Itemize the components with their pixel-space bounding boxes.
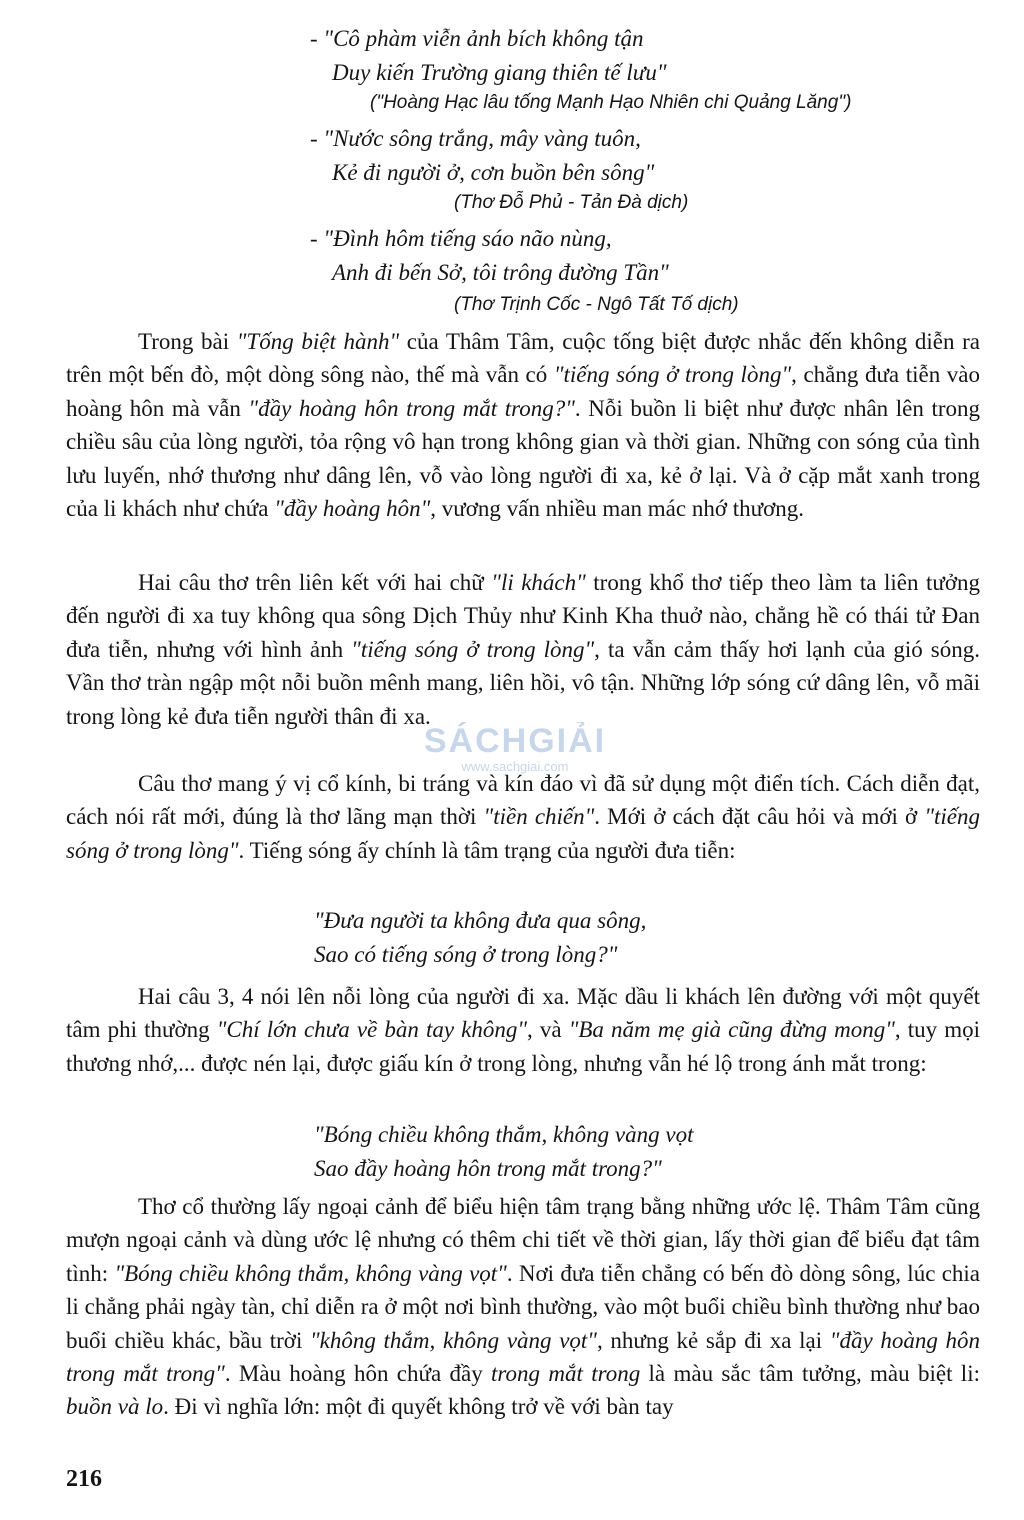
quote-1-line-1: - "Cô phàm viễn ảnh bích không tận xyxy=(310,26,644,51)
watermark-logo: SÁCHGIẢI xyxy=(423,722,607,760)
quote-2-line-2: Kẻ đi người ở, cơn buồn bên sông" xyxy=(332,160,655,185)
verse-1-line-1: "Đưa người ta không đưa qua sông, xyxy=(314,908,647,933)
quote-1-line-2: Duy kiến Trường giang thiên tế lưu" xyxy=(332,60,667,85)
quote-1-citation: ("Hoàng Hạc lâu tống Mạnh Hạo Nhiên chi Quảng Lăng") xyxy=(370,92,852,113)
paragraph-2: Hai câu thơ trên liên kết với hai chữ "li khách" trong khổ thơ tiếp theo làm ta liên tưởng đến người đi xa tuy không qua sông Dịch Thủy như Kinh Kha thuở nào, chẳng hề có thái tử Đan đưa tiễn, nhưng với hình ảnh "tiếng sóng ở trong lòng", ta vẫn cảm thấy hơi lạnh của gió sóng. Vần thơ tràn ngập một nỗi buồn mênh mang, liên hồi, vô tận. Những lớp sóng cứ dâng lên, vỗ mãi trong lòng kẻ đưa tiễn người thân đi xa. xyxy=(66,570,980,729)
paragraph-3: Câu thơ mang ý vị cổ kính, bi tráng và kín đáo vì đã sử dụng một điển tích. Cách diễn đạt, cách nói rất mới, đúng là thơ lãng mạn thời "tiền chiến". Mới ở cách đặt câu hỏi và mới ở "tiếng sóng ở trong lòng". Tiếng sóng ấy chính là tâm trạng của người đưa tiễn: xyxy=(66,771,980,863)
paragraph-1: Trong bài "Tống biệt hành" của Thâm Tâm, cuộc tống biệt được nhắc đến không diễn ra trên một bến đò, một dòng sông nào, thế mà vẫn có "tiếng sóng ở trong lòng", chẳng đưa tiễn vào hoàng hôn mà vẫn "đầy hoàng hôn trong mắt trong?". Nỗi buồn li biệt như được nhân lên trong chiều sâu của lòng người, tỏa rộng vô hạn trong không gian và thời gian. Những con sóng của tình lưu luyến, nhớ thương như dâng lên, vỗ vào lòng người đi xa, kẻ ở lại. Và ở cặp mắt xanh trong của li khách như chứa "đầy hoàng hôn", vương vấn nhiều man mác nhớ thương. xyxy=(66,329,981,522)
paragraph-5: Thơ cổ thường lấy ngoại cảnh để biểu hiện tâm trạng bằng những ước lệ. Thâm Tâm cũng mượn ngoại cảnh và dùng ước lệ nhưng có thêm chi tiết về thời gian, lấy thời gian để biểu đạt tâm tình: "Bóng chiều không thắm, không vàng vọt". Nơi đưa tiễn chẳng có bến đò dòng sông, lúc chia li chẳng phải ngày tàn, chỉ diễn ra ở một nơi bình thường, vào một buổi chiều bình thường như bao buổi chiều khác, bầu trời "không thắm, không vàng vọt", nhưng kẻ sắp đi xa lại "đầy hoàng hôn trong mắt trong". Màu hoàng hôn chứa đầy trong mắt trong là màu sắc tâm tưởng, màu biệt li: buồn và lo. Đi vì nghĩa lớn: một đi quyết không trở về với bàn tay xyxy=(66,1194,981,1420)
quote-3-citation: (Thơ Trịnh Cốc - Ngô Tất Tố dịch) xyxy=(454,294,739,315)
verse-2-line-2: Sao đầy hoàng hôn trong mắt trong?" xyxy=(314,1156,662,1181)
page-number: 216 xyxy=(66,1466,102,1492)
quote-2-citation: (Thơ Đỗ Phủ - Tản Đà dịch) xyxy=(454,192,689,213)
verse-1-line-2: Sao có tiếng sóng ở trong lòng?" xyxy=(314,942,618,967)
quote-3-line-2: Anh đi bến Sở, tôi trông đường Tần" xyxy=(332,260,669,285)
verse-2-line-1: "Bóng chiều không thắm, không vàng vọt xyxy=(314,1122,694,1147)
quote-2-line-1: - "Nước sông trắng, mây vàng tuôn, xyxy=(310,126,641,151)
watermark-url: www.sachgiai.com xyxy=(461,759,569,774)
paragraph-4: Hai câu 3, 4 nói lên nỗi lòng của người đi xa. Mặc dầu li khách lên đường với một quyết tâm phi thường "Chí lớn chưa về bàn tay không", và "Ba năm mẹ già cũng đừng mong", tuy mọi thương nhớ,... được nén lại, được giấu kín ở trong lòng, nhưng vẫn hé lộ trong ánh mắt trong: xyxy=(66,984,981,1076)
quote-3-line-1: - "Đình hôm tiếng sáo não nùng, xyxy=(310,226,612,251)
